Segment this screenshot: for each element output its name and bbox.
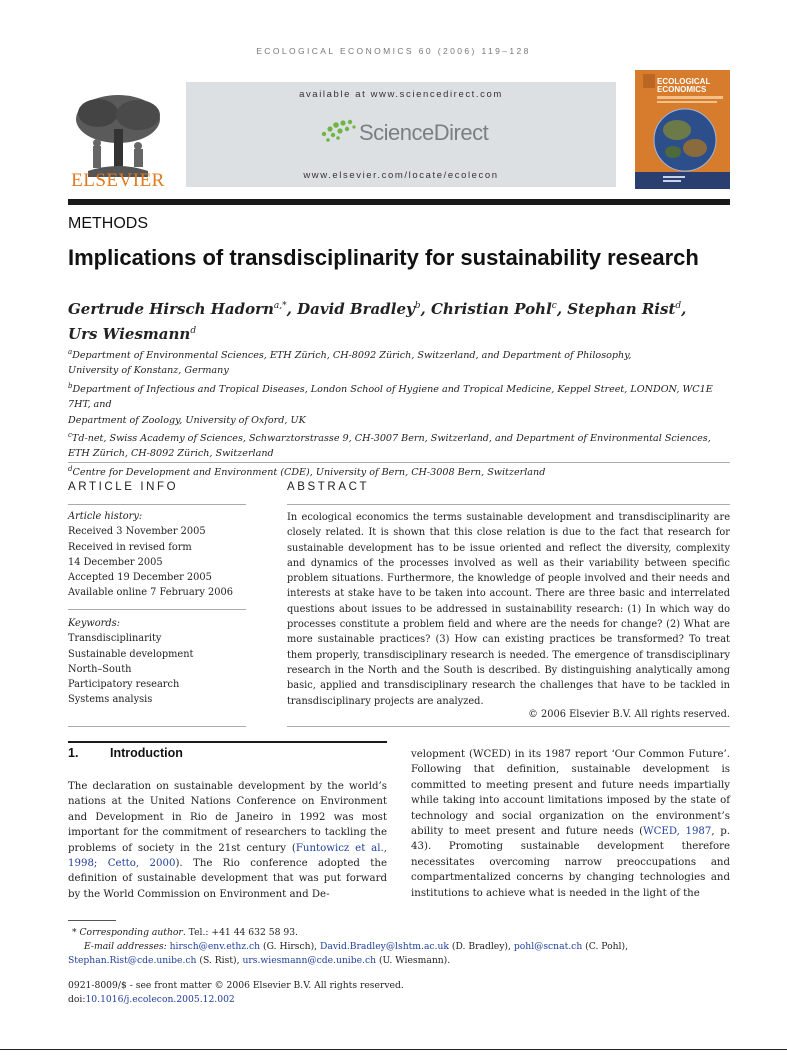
- affiliation-sup: a: [68, 348, 73, 356]
- author-sup: c: [551, 301, 557, 311]
- intro-title: Introduction: [110, 746, 183, 760]
- affiliation-sup: b: [68, 381, 73, 390]
- email-owner: (S. Rist),: [196, 955, 243, 967]
- info-bottom-rule: [68, 726, 246, 727]
- banner-bottom-text[interactable]: www.elsevier.com/locate/ecolecon: [303, 170, 499, 181]
- issn-line: 0921-8009/$ - see front matter © 2006 Elsevier B.V. All rights reserved.: [68, 979, 404, 991]
- banner-top-text[interactable]: available at www.sciencedirect.com: [299, 89, 503, 100]
- section-label: METHODS: [68, 215, 148, 232]
- affiliation-text: Department of Environmental Sciences, ETH Zürich, CH-8092 Zürich, Switzerland, and Department of Philosophy,: [72, 350, 632, 362]
- author-sup: d: [675, 301, 682, 311]
- author-sup: a,*: [273, 301, 287, 311]
- globe-icon: [635, 70, 730, 189]
- keywords: [68, 616, 248, 708]
- keyword-item: North–South: [68, 663, 132, 675]
- email-link[interactable]: Stephan.Rist@cde.unibe.ch: [68, 955, 197, 967]
- history-label: Article history:: [68, 511, 143, 522]
- telephone: . Tel.: +41 44 632 58 93.: [182, 927, 298, 938]
- author-sup: b: [414, 301, 421, 311]
- intro-rule: [68, 741, 387, 743]
- affiliation-sup: d: [68, 464, 73, 473]
- abstract-bottom-rule: [287, 726, 730, 727]
- affiliations: [68, 345, 733, 480]
- affiliation-item: [68, 345, 733, 379]
- article-info-heading: ARTICLE INFO: [68, 481, 179, 493]
- author-name[interactable]: Christian Pohl: [430, 300, 552, 318]
- journal-header: ECOLOGICAL ECONOMICS 60 (2006) 119–128: [256, 46, 531, 56]
- email-line: [68, 954, 733, 968]
- affiliation-item: [68, 462, 733, 480]
- affiliation-text: Department of Zoology, University of Oxford, UK: [68, 414, 306, 426]
- keywords-rule: [68, 609, 246, 610]
- doi-link[interactable]: 10.1016/j.ecolecon.2005.12.002: [85, 993, 235, 1005]
- footnote-rule: [68, 920, 116, 921]
- article-history: [68, 509, 248, 601]
- body-text: The declaration on sustainable development by the world’s nations at the United Nations Conference on Environment and Development in Rio de Janeiro in 1992 was most important for the commitment of researchers to tackling the problems of society in the 21st century (: [68, 781, 387, 854]
- email-owner: (G. Hirsch),: [260, 941, 321, 953]
- article-info-rule: [68, 504, 246, 505]
- publisher-name: ELSEVIER: [71, 170, 165, 191]
- author-name[interactable]: Stephan Rist: [567, 300, 676, 318]
- doi-line: [68, 993, 733, 1007]
- keyword-item: Sustainable development: [68, 648, 194, 660]
- keyword-item: Systems analysis: [68, 694, 153, 706]
- intro-left-column: [68, 779, 387, 902]
- author-name[interactable]: Gertrude Hirsch Hadorn: [68, 300, 274, 318]
- affiliation-item: [68, 428, 733, 462]
- body-text: , p. 43). Promoting sustainable development therefore necessitates overcoming narrow preoccupations and compartmentalized concerns by changing technologies and institutions to achieve what is needed in the light of the: [411, 826, 730, 899]
- sciencedirect-logo-text: ScienceDirect: [359, 120, 489, 145]
- email-link[interactable]: urs.wiesmann@cde.unibe.ch: [242, 955, 377, 967]
- author-list: Gertrude Hirsch Hadorn$^{a,*}$, David Bradley$^b$, Christian Pohl$^c$, Stephan Rist$^d$, Urs Wiesmann$^d$: [68, 300, 687, 343]
- sciencedirect-leaf-icon: [318, 118, 358, 146]
- email-link[interactable]: David.Bradley@lshtm.ac.uk: [320, 941, 449, 953]
- cover-title-line2: ECONOMICS: [657, 85, 707, 94]
- affiliation-sup: c: [68, 430, 72, 439]
- email-owner: (U. Wiesmann).: [376, 955, 451, 967]
- header-rule: [68, 199, 730, 205]
- corresponding-label: Corresponding author: [79, 927, 183, 938]
- corresponding-author-note: * Corresponding author. Tel.: +41 44 632 58 93.: [72, 927, 298, 938]
- body-text: velopment (WCED) in its 1987 report ‘Our Common Future’. Following that definition, sustainable development is committed to meeting present and future needs impartially while taking into account limitations imposed by the state of technology and social organization on the environment’s ability to meet present and future needs (: [411, 749, 730, 838]
- email-line: [68, 940, 733, 954]
- email-owner: (D. Bradley),: [448, 941, 514, 953]
- article-title: Implications of transdisciplinarity for sustainability research: [68, 245, 699, 270]
- email-label: E-mail addresses:: [84, 941, 167, 953]
- history-item: Available online 7 February 2006: [68, 587, 233, 599]
- body-text: ). The Rio conference adopted the definition of sustainable development that was put forward by the World Commission on Environment and De-: [68, 858, 387, 900]
- author-name[interactable]: David Bradley: [297, 300, 415, 318]
- keyword-item: Participatory research: [68, 679, 180, 691]
- affiliation-item: [68, 379, 733, 428]
- email-owner: (C. Pohl),: [582, 941, 628, 953]
- journal-cover: [635, 70, 730, 189]
- affiliation-text: Department of Infectious and Tropical Diseases, London School of Hygiene and Tropical Medicine, Keppel Street, LONDON, WC1E 7HT, and: [68, 383, 713, 411]
- affiliation-text: ETH Zürich, CH-8092 Zürich, Switzerland: [68, 448, 274, 460]
- abstract-rule: [287, 504, 730, 505]
- page-bottom-rule: [0, 1049, 787, 1050]
- cover-title-line1: ECOLOGICAL: [657, 77, 711, 86]
- affiliation-rule: [68, 462, 730, 463]
- author-sup: d: [190, 326, 197, 336]
- email-link[interactable]: hirsch@env.ethz.ch: [169, 941, 261, 953]
- doi-label: doi:: [68, 993, 86, 1005]
- intro-right-column: [411, 747, 730, 901]
- keyword-item: Transdisciplinarity: [68, 633, 162, 645]
- sciencedirect-banner: [186, 82, 616, 187]
- history-item: 14 December 2005: [68, 556, 163, 568]
- keywords-label: Keywords:: [68, 618, 120, 629]
- intro-number: 1.: [68, 746, 79, 760]
- citation-link[interactable]: WCED, 1987: [643, 826, 712, 838]
- email-link[interactable]: pohl@scnat.ch: [513, 941, 583, 953]
- intro-heading: [68, 746, 183, 760]
- footnotes: [68, 926, 733, 1007]
- abstract-copyright: © 2006 Elsevier B.V. All rights reserved.: [528, 709, 730, 720]
- affiliation-text: Td-net, Swiss Academy of Sciences, Schwarztorstrasse 9, CH-3007 Bern, Switzerland, and Department of Environmental Sciences,: [71, 433, 711, 445]
- affiliation-text: Centre for Development and Environment (CDE), University of Bern, CH-3008 Bern, Switzerland: [72, 466, 546, 478]
- author-name[interactable]: Urs Wiesmann: [68, 325, 191, 343]
- citation-link[interactable]: Funtowicz et al., 1998; Cetto, 2000: [68, 842, 387, 870]
- history-item: Accepted 19 December 2005: [68, 572, 212, 584]
- affiliation-text: University of Konstanz, Germany: [68, 365, 229, 377]
- abstract-heading: ABSTRACT: [287, 481, 370, 493]
- abstract-text: In ecological economics the terms sustainable development and transdisciplinarity are closely related. It is shown that this close relation is due to the fact that research for sustainable development has to be issue oriented and reflect the diversity, complexity and dynamics of the processes involved as well as their variability between specific problem situations. Furthermore, the knowledge of people involved and their needs and interests at stake have to be taken into account. There are three basic and interrelated questions about issues to be addressed in sustainability research: (1) In which way do processes constitute a problem field and where are the needs for change? (2) What are more sustainable practices? (3) How can existing practices be transformed? To treat them properly, transdisciplinary research is needed. The emergence of transdisciplinary research in the North and the South is described. By distinguishing analytically among basic, applied and transdisciplinary research the challenges that have to be tackled in transdisciplinary projects are analyzed.: [287, 512, 730, 707]
- history-item: Received 3 November 2005: [68, 526, 206, 538]
- history-item: Received in revised form: [68, 541, 192, 553]
